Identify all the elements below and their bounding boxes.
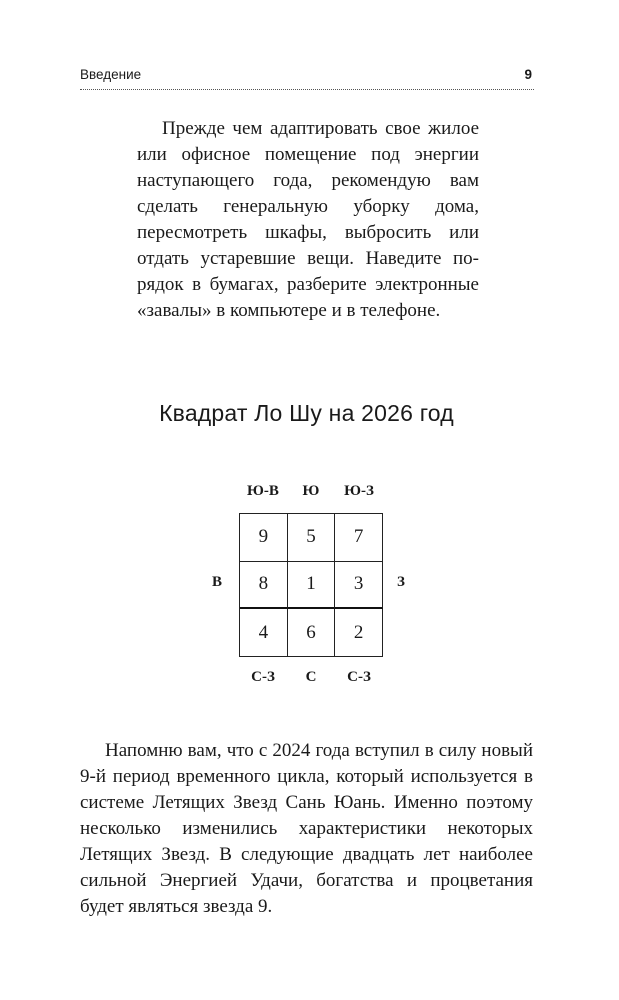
header-dotted-rule	[80, 89, 534, 90]
grid-cell: 4	[240, 609, 288, 657]
direction-south: Ю	[302, 483, 320, 499]
direction-southeast: Ю-В	[247, 483, 279, 499]
direction-north: С	[305, 669, 317, 685]
direction-east: В	[211, 574, 222, 590]
grid-cell: 1	[288, 562, 336, 610]
grid-cell: 7	[335, 514, 383, 562]
direction-southwest: Ю-З	[344, 483, 374, 499]
direction-west: З	[397, 574, 405, 590]
grid-cell: 2	[335, 609, 383, 657]
intro-paragraph: Прежде чем адаптировать свое жилое или офисное помещение под энергии наступающего года, рекомендую вам сделать генеральную уборку дома, пересмотреть шкафы, выбросить или отдать устаревшие вещи. Наведите порядок в бумагах, разберите электронные «завалы» в компьютере и в телефоне.	[137, 118, 479, 321]
grid-cell: 5	[288, 514, 336, 562]
section-title: Введение	[80, 67, 142, 82]
direction-northwest-2: С-З	[347, 669, 371, 685]
grid-cell: 9	[240, 514, 288, 562]
running-head	[80, 67, 534, 87]
lo-shu-title: Квадрат Ло Шу на 2026 год	[159, 400, 454, 426]
grid-cell: 8	[240, 562, 288, 610]
period-paragraph: Напомню вам, что с 2024 года вступил в силу новый 9-й период временного цикла, который используется в системе Летящих Звезд Сань Юань. Именно поэтому несколько изменились характеристики некоторых Летящих Звезд. В следующие двадцать лет наиболее сильной Энергией Удачи, богатства и процветания будет являться звезда 9.	[80, 740, 533, 917]
grid-cell: 6	[288, 609, 336, 657]
direction-northwest: С-З	[251, 669, 275, 685]
lo-shu-grid	[239, 513, 383, 657]
grid-cell: 3	[335, 562, 383, 610]
page-number: 9	[524, 67, 532, 82]
